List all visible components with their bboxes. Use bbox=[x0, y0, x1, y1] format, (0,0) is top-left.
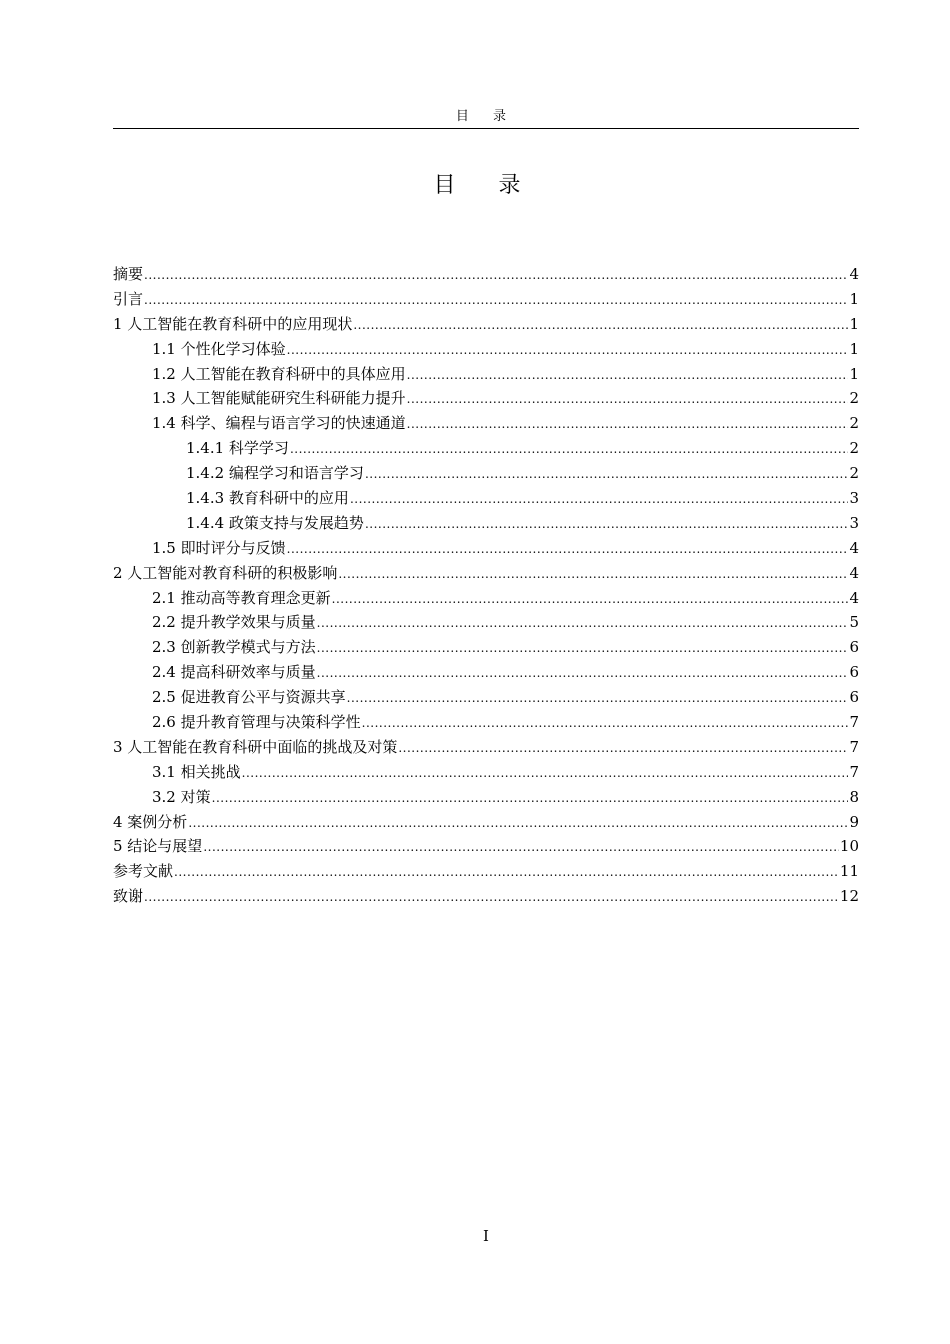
toc-entry[interactable] bbox=[113, 486, 859, 511]
toc-entry-page: 6 bbox=[849, 688, 859, 707]
toc-dot-leader bbox=[317, 611, 849, 636]
toc-dot-leader bbox=[212, 786, 849, 811]
toc-dot-leader bbox=[407, 387, 849, 412]
toc-entry[interactable] bbox=[113, 337, 859, 362]
toc-entry-label: 2.4 提高科研效率与质量 bbox=[152, 663, 316, 682]
toc-entry-page: 4 bbox=[849, 588, 859, 607]
toc-dot-leader bbox=[317, 661, 849, 686]
running-header: 目 录 bbox=[455, 109, 517, 124]
toc-entry-page: 4 bbox=[849, 265, 859, 283]
toc-entry-page: 6 bbox=[849, 638, 859, 657]
toc-dot-leader bbox=[174, 860, 839, 885]
toc-dot-leader bbox=[332, 587, 849, 612]
toc-entry-page: 5 bbox=[849, 613, 859, 632]
toc-entry[interactable] bbox=[113, 660, 859, 685]
toc-entry-page: 1 bbox=[849, 339, 859, 358]
toc-entry-page: 11 bbox=[839, 862, 859, 881]
table-of-contents bbox=[113, 262, 859, 909]
toc-dot-leader bbox=[290, 437, 849, 462]
toc-entry-page: 6 bbox=[849, 663, 859, 682]
toc-entry-label: 致谢 bbox=[113, 887, 144, 906]
toc-dot-leader bbox=[398, 736, 848, 761]
toc-dot-leader bbox=[188, 811, 848, 836]
toc-entry[interactable] bbox=[113, 411, 859, 436]
toc-entry[interactable] bbox=[113, 436, 859, 461]
toc-entry-label: 1.2 人工智能在教育科研中的具体应用 bbox=[152, 364, 406, 383]
toc-dot-leader bbox=[203, 835, 839, 860]
toc-entry-page: 7 bbox=[849, 762, 859, 781]
toc-entry-label: 2.6 提升教育管理与决策科学性 bbox=[152, 713, 361, 732]
toc-entry-label: 引言 bbox=[113, 289, 144, 308]
toc-entry-page: 10 bbox=[839, 837, 859, 856]
toc-entry[interactable] bbox=[113, 536, 859, 561]
toc-entry[interactable] bbox=[113, 834, 859, 859]
toc-entry-page: 3 bbox=[849, 489, 859, 508]
toc-entry-label: 2.1 推动高等教育理念更新 bbox=[152, 588, 331, 607]
toc-entry[interactable] bbox=[113, 859, 859, 884]
toc-entry[interactable] bbox=[113, 312, 859, 337]
toc-entry-page: 4 bbox=[849, 538, 859, 557]
toc-entry[interactable] bbox=[113, 586, 859, 611]
toc-entry[interactable] bbox=[113, 362, 859, 387]
toc-entry-label: 2.2 提升教学效果与质量 bbox=[152, 613, 316, 632]
toc-entry-page: 3 bbox=[849, 513, 859, 532]
toc-entry-label: 1.3 人工智能赋能研究生科研能力提升 bbox=[152, 389, 406, 408]
toc-entry[interactable] bbox=[113, 635, 859, 660]
toc-dot-leader bbox=[338, 562, 848, 587]
toc-dot-leader bbox=[365, 512, 849, 537]
toc-entry-page: 2 bbox=[849, 464, 859, 483]
toc-dot-leader bbox=[144, 885, 839, 910]
toc-dot-leader bbox=[350, 487, 849, 512]
toc-entry-label: 4 案例分析 bbox=[113, 812, 188, 831]
toc-entry[interactable] bbox=[113, 710, 859, 735]
toc-entry[interactable] bbox=[113, 760, 859, 785]
toc-entry-label: 2.3 创新教学模式与方法 bbox=[152, 638, 316, 657]
toc-dot-leader bbox=[407, 363, 849, 388]
header-rule bbox=[113, 128, 859, 129]
toc-entry-page: 9 bbox=[849, 812, 859, 831]
toc-entry-page: 1 bbox=[849, 364, 859, 383]
toc-entry-page: 4 bbox=[849, 563, 859, 582]
toc-dot-leader bbox=[144, 288, 848, 313]
toc-entry-label: 1.4 科学、编程与语言学习的快速通道 bbox=[152, 414, 406, 433]
page-title: 目 录 bbox=[433, 173, 539, 198]
toc-dot-leader bbox=[287, 537, 849, 562]
toc-entry[interactable] bbox=[113, 386, 859, 411]
toc-entry-page: 7 bbox=[849, 713, 859, 732]
toc-entry[interactable] bbox=[113, 262, 859, 287]
toc-entry[interactable] bbox=[113, 685, 859, 710]
toc-entry-label: 1 人工智能在教育科研中的应用现状 bbox=[113, 314, 353, 333]
toc-entry-label: 5 结论与展望 bbox=[113, 837, 203, 856]
toc-entry[interactable] bbox=[113, 287, 859, 312]
toc-entry-label: 摘要 bbox=[113, 265, 144, 283]
toc-entry-page: 8 bbox=[849, 787, 859, 806]
toc-entry-label: 1.4.1 科学学习 bbox=[186, 439, 289, 458]
toc-entry[interactable] bbox=[113, 561, 859, 586]
toc-entry[interactable] bbox=[113, 884, 859, 909]
toc-entry-label: 1.5 即时评分与反馈 bbox=[152, 538, 286, 557]
toc-entry-label: 3 人工智能在教育科研中面临的挑战及对策 bbox=[113, 737, 398, 756]
toc-dot-leader bbox=[287, 338, 849, 363]
toc-dot-leader bbox=[144, 263, 848, 288]
toc-entry[interactable] bbox=[113, 511, 859, 536]
toc-entry-label: 1.4.4 政策支持与发展趋势 bbox=[186, 513, 364, 532]
toc-entry-page: 12 bbox=[839, 887, 859, 906]
toc-dot-leader bbox=[362, 711, 849, 736]
toc-entry-label: 参考文献 bbox=[113, 862, 174, 881]
toc-entry-page: 1 bbox=[849, 289, 859, 308]
toc-entry-label: 3.1 相关挑战 bbox=[152, 762, 241, 781]
toc-entry-label: 2.5 促进教育公平与资源共享 bbox=[152, 688, 346, 707]
toc-entry-page: 2 bbox=[849, 414, 859, 433]
toc-dot-leader bbox=[347, 686, 849, 711]
toc-entry-page: 2 bbox=[849, 389, 859, 408]
toc-entry-label: 1.1 个性化学习体验 bbox=[152, 339, 286, 358]
toc-entry-label: 3.2 对策 bbox=[152, 787, 211, 806]
toc-dot-leader bbox=[365, 462, 849, 487]
toc-entry[interactable] bbox=[113, 785, 859, 810]
toc-entry[interactable] bbox=[113, 610, 859, 635]
toc-entry[interactable] bbox=[113, 461, 859, 486]
toc-entry-label: 2 人工智能对教育科研的积极影响 bbox=[113, 563, 338, 582]
toc-entry[interactable] bbox=[113, 735, 859, 760]
toc-dot-leader bbox=[353, 313, 848, 338]
toc-entry-label: 1.4.2 编程学习和语言学习 bbox=[186, 464, 364, 483]
page-number: I bbox=[483, 1227, 489, 1245]
toc-entry-page: 2 bbox=[849, 439, 859, 458]
toc-dot-leader bbox=[407, 412, 849, 437]
toc-entry[interactable] bbox=[113, 810, 859, 835]
toc-dot-leader bbox=[242, 761, 849, 786]
toc-entry-page: 1 bbox=[849, 314, 859, 333]
toc-dot-leader bbox=[317, 636, 849, 661]
toc-entry-page: 7 bbox=[849, 737, 859, 756]
toc-entry-label: 1.4.3 教育科研中的应用 bbox=[186, 489, 349, 508]
